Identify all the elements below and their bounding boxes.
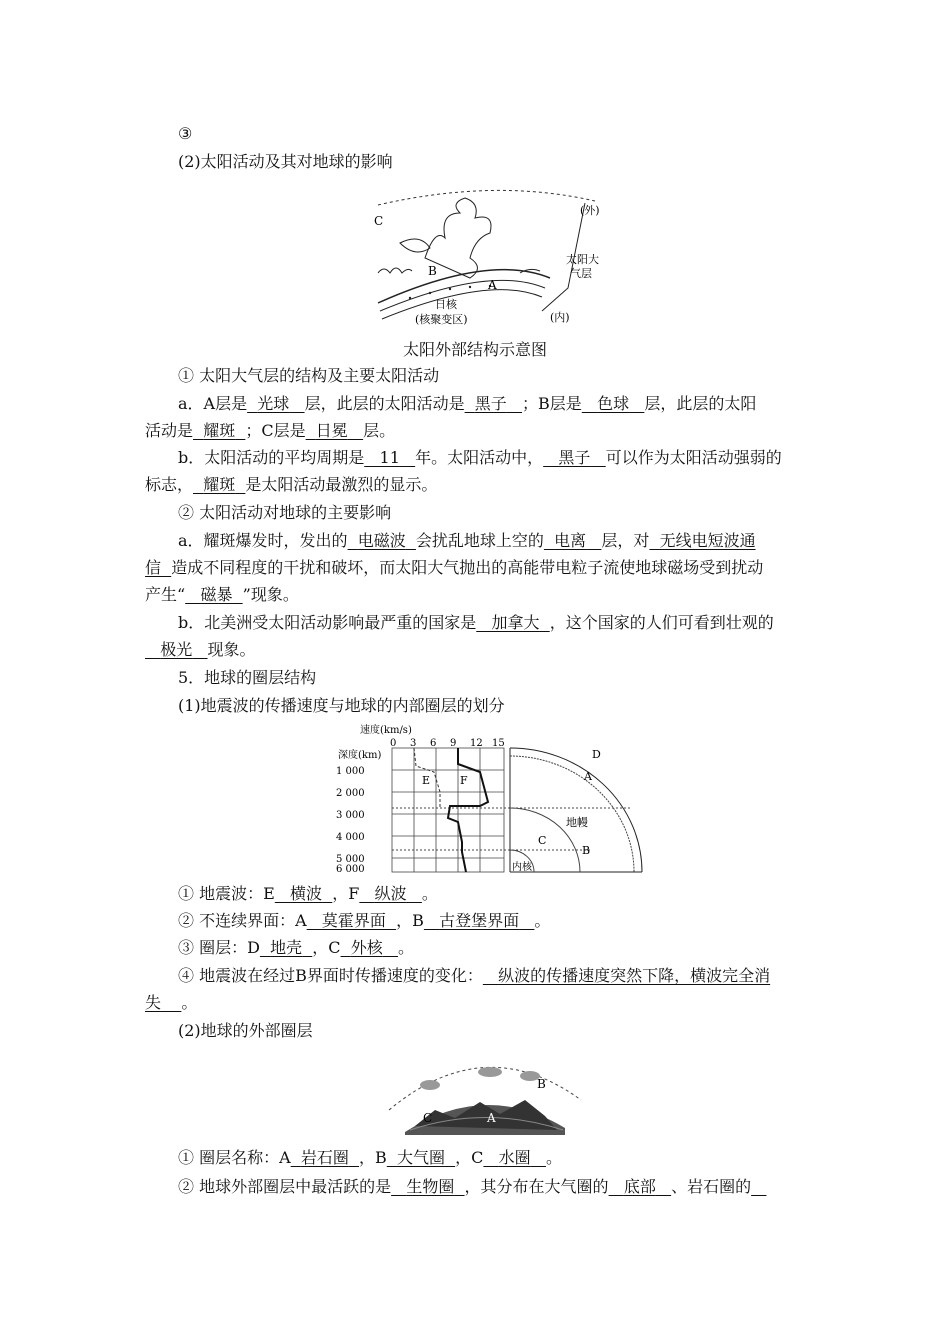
speed-tick-9: 9 [450, 738, 457, 749]
label-core-1: 日核 [435, 298, 457, 311]
line-a1: a．A层是 光球 层，此层的太阳活动是 黑子 ；B层是 色球 层，此层的太阳 [178, 394, 757, 413]
label-core-2: (核聚变区) [415, 313, 468, 326]
label-A: A [584, 770, 592, 783]
line-b2: 标志， 耀斑 是太阳活动最激烈的显示。 [145, 475, 438, 494]
label-E: E [422, 774, 431, 787]
line-d2: 极光 现象。 [160, 640, 256, 659]
answer-sphere-names: ① 圈层名称：A 岩石圈 ，B 大气圈 ，C 水圈 。 [178, 1148, 562, 1167]
depth-tick-2000: 2 000 [336, 788, 365, 799]
label-C: C [538, 834, 547, 847]
label-B: B [537, 1077, 546, 1091]
answer-layers: ③ 圈层：D 地壳 ，C 外核 。 [178, 938, 414, 957]
label-B: B [428, 264, 437, 278]
label-inner: (内) [550, 311, 570, 324]
label-inner-core: 内核 [512, 862, 532, 873]
line-c1: a．耀斑爆发时，发出的 电磁波 会扰乱地球上空的 电离 层，对 无线电短波通 [178, 531, 756, 550]
answer-biosphere: ② 地球外部圈层中最活跃的是 生物圈 ，其分布在大气圈的 底部 、岩石圈的 [178, 1177, 752, 1196]
speed-axis-label: 速度(km/s) [360, 725, 412, 736]
figure-caption: 太阳外部结构示意图 [402, 340, 547, 359]
label-side-1: 太阳大 [566, 253, 599, 266]
answer-waves: ① 地震波：E 横波 ，F 纵波 。 [178, 884, 438, 903]
line-c3: 产生“ 磁暴 ”现象。 [145, 585, 299, 604]
section-5-1: (1)地震波的传播速度与地球的内部圈层的划分 [178, 696, 505, 715]
label-B: B [582, 844, 591, 857]
label-C: C [423, 1111, 433, 1125]
label-A: A [487, 1111, 496, 1125]
item-3: ③ [178, 124, 193, 143]
item-2: ② 太阳活动对地球的主要影响 [178, 503, 392, 522]
speed-tick-12: 12 [470, 738, 483, 749]
depth-tick-4000: 4 000 [336, 832, 365, 843]
answer-b-change-2: 失 。 [145, 993, 198, 1012]
label-A: A [488, 278, 497, 292]
speed-tick-0: 0 [390, 738, 397, 749]
item-1: ① 太阳大气层的结构及主要太阳活动 [178, 366, 440, 385]
depth-tick-3000: 3 000 [336, 810, 365, 821]
section-5-2: (2)地球的外部圈层 [178, 1021, 313, 1040]
line-c2: 信 造成不同程度的干扰和破坏，而太阳大气抛出的高能带电粒子流使地球磁场受到扰动 [145, 558, 764, 577]
label-outer: (外) [580, 204, 600, 217]
external-spheres-figure [385, 1050, 585, 1135]
label-F: F [460, 774, 468, 787]
label-mantle: 地幔 [566, 816, 588, 829]
line-b1: b．太阳活动的平均周期是 11 年。太阳活动中， 黑子 可以作为太阳活动强弱的 [178, 448, 782, 467]
answer-boundaries: ② 不连续界面：A 莫霍界面 ，B 古登堡界面 。 [178, 911, 551, 930]
sun-structure-figure [370, 183, 620, 328]
seismic-figure [330, 722, 650, 874]
label-D: D [592, 748, 601, 761]
answer-b-change-1: ④ 地震波在经过B界面时传播速度的变化： 纵波的传播速度突然下降，横波完全消 [178, 966, 771, 985]
label-side-2: 气层 [570, 267, 592, 280]
depth-tick-1000: 1 000 [336, 766, 365, 777]
speed-tick-15: 15 [492, 738, 505, 749]
depth-tick-6000: 6 000 [336, 864, 365, 874]
depth-tick-5000: 5 000 [336, 854, 365, 865]
label-C: C [374, 214, 384, 228]
line-a2: 活动是 耀斑 ；C层是 日冕 层。 [145, 421, 396, 440]
speed-tick-3: 3 [410, 738, 417, 749]
depth-axis-label: 深度(km) [338, 750, 382, 761]
section-solar-activity: (2)太阳活动及其对地球的影响 [178, 152, 393, 171]
section-5: 5．地球的圈层结构 [178, 668, 317, 687]
speed-tick-6: 6 [430, 738, 437, 749]
line-d1: b．北美洲受太阳活动影响最严重的国家是 加拿大 ，这个国家的人们可看到壮观的 [178, 613, 774, 632]
